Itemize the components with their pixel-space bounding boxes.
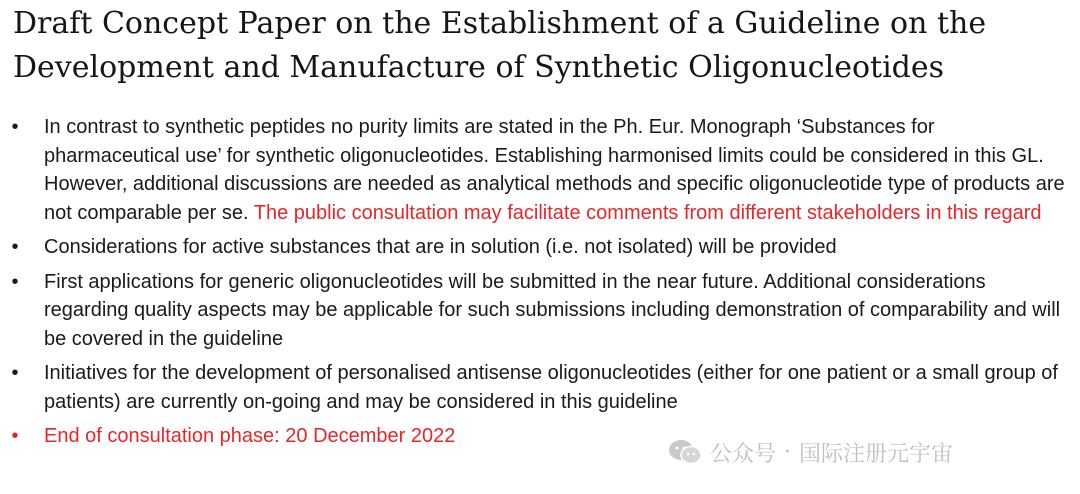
bullet-text: Initiatives for the development of personalised antisense oligonucleotides (either for one patient or a small group of patients) are currently on-going and may be considered in this guideline: [44, 362, 1058, 413]
bullet-dot-icon: •: [11, 116, 19, 138]
bullet-text: Considerations for active substances that are in solution (i.e. not isolated) will be provided: [44, 236, 837, 258]
wechat-icon: [668, 439, 702, 465]
bullet-dot-icon: •: [11, 270, 19, 293]
bullet-text: In contrast to synthetic peptides no purity limits are stated in the Ph. Eur. Monograph ‘Substances for pharmaceutical use’ for synthetic oligonucleotides. Establishing harmonised limits could be considered in this GL. However, additional discussions are needed as analytical methods and specific oligonucleotide type of products are not comparable per se.: [44, 116, 1065, 224]
bullet-highlight: End of consultation phase: 20 December 2022: [44, 425, 456, 447]
bullet-item: [0, 359, 1072, 416]
bullet-list: [0, 113, 1072, 457]
bullet-item: [0, 268, 1072, 354]
watermark-separator: ·: [784, 439, 792, 465]
bullet-highlight: The public consultation may facilitate comments from different stakeholders in this regard: [253, 201, 1042, 224]
slide-title: Draft Concept Paper on the Establishment of a Guideline on the Development and Manufacture of Synthetic Oligonucleotides: [13, 6, 987, 85]
watermark: [668, 434, 953, 470]
bullet-dot-icon: •: [11, 425, 19, 447]
bullet-item: [0, 233, 1072, 262]
watermark-account: 公众号: [710, 441, 777, 467]
bullet-item: [0, 113, 1072, 227]
bullet-dot-icon: •: [11, 362, 19, 384]
watermark-name: 国际注册元宇宙: [799, 441, 954, 467]
bullet-dot-icon: •: [11, 236, 19, 258]
bullet-text: First applications for generic oligonucleotides will be submitted in the near future. Additional considerations regarding quality aspects may be applicable for such submissions including demonstration of comparability and will be covered in the guideline: [44, 270, 1061, 350]
